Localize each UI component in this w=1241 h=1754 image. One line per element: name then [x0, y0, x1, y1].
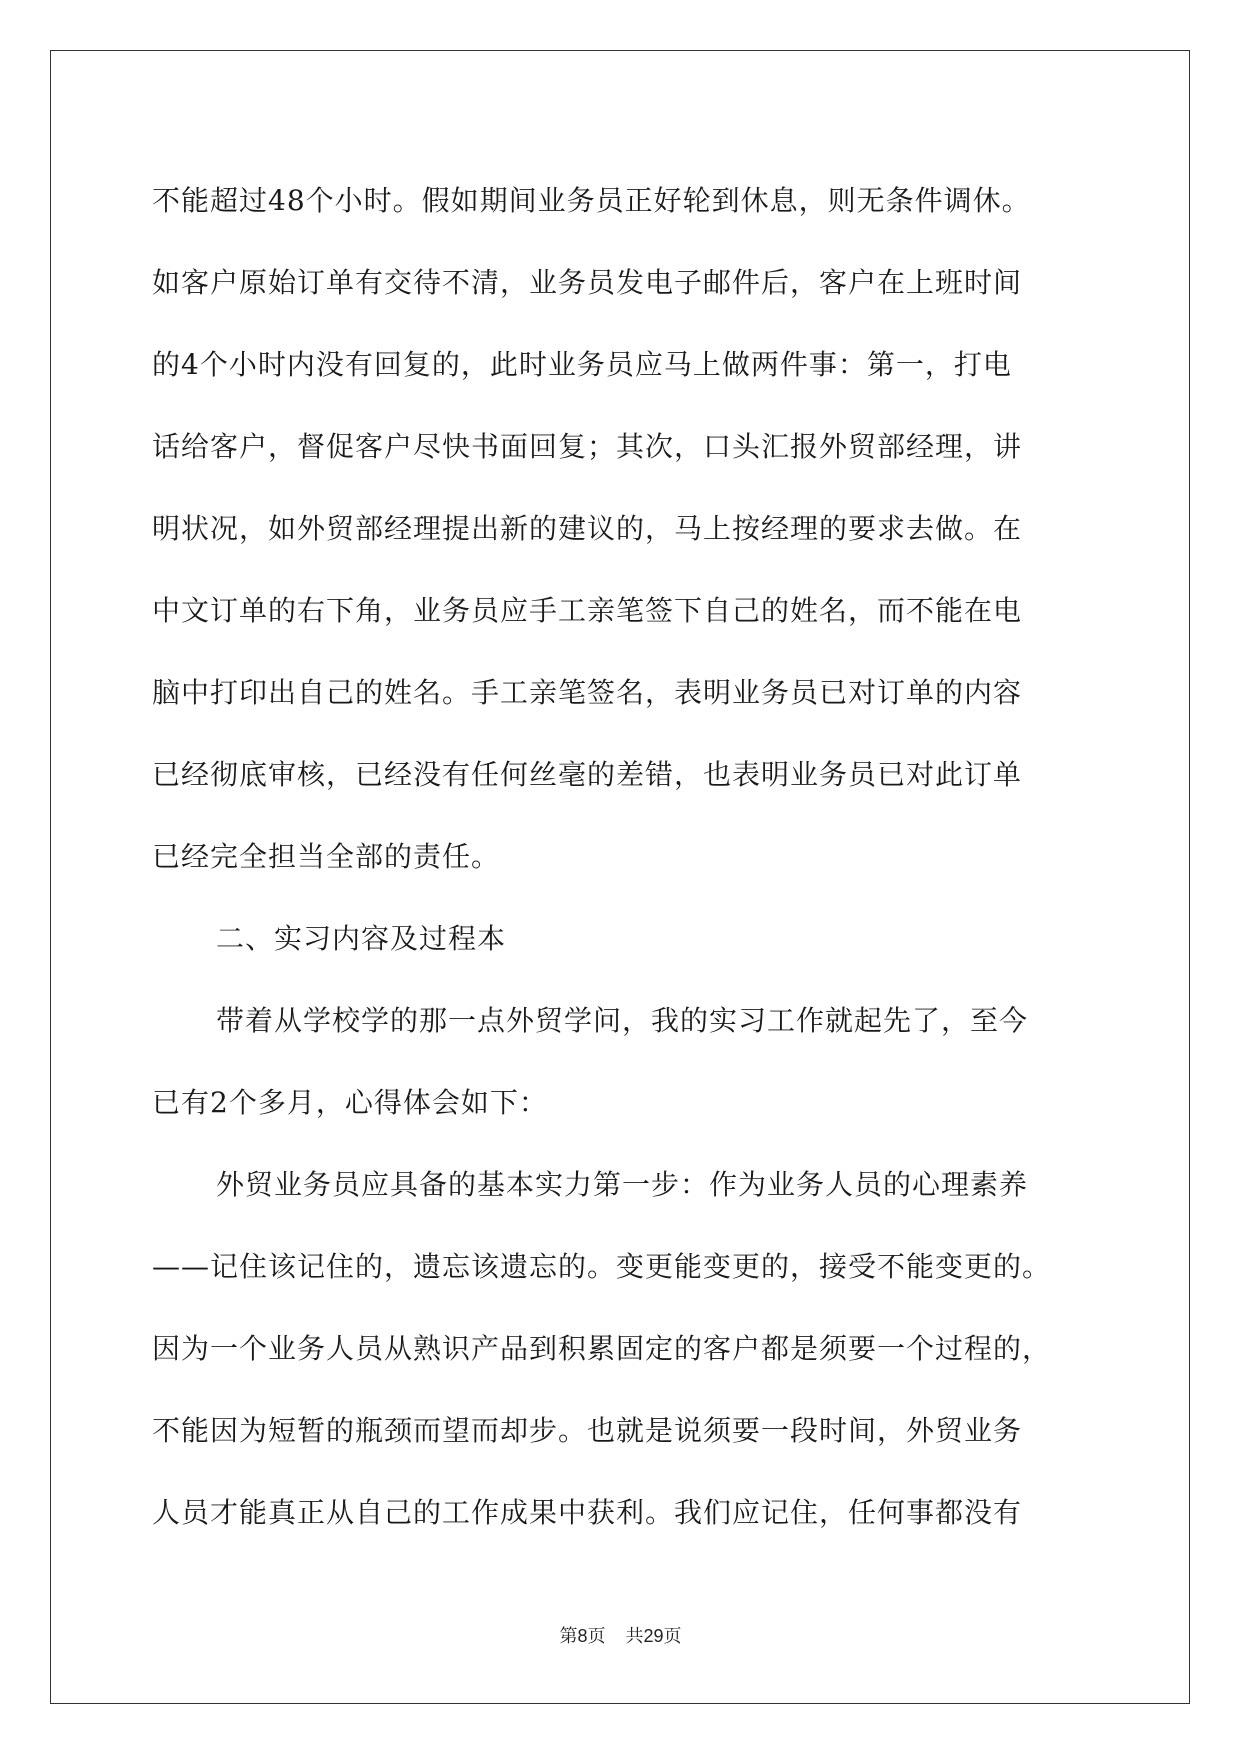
- text-line: ——记住该记住的，遗忘该遗忘的。变更能变更的，接受不能变更的。: [152, 1250, 1052, 1283]
- text-line: 的4个小时内没有回复的，此时业务员应马上做两件事：第一，打电: [152, 348, 1012, 381]
- text-line: 带着从学校学的那一点外贸学问，我的实习工作就起先了，至今: [216, 1004, 1029, 1037]
- text-line: 不能超过48个小时。假如期间业务员正好轮到休息，则无条件调休。: [152, 184, 1031, 217]
- total-prefix: 共: [625, 1626, 644, 1647]
- page-prefix: 第: [559, 1626, 578, 1647]
- page-number: 8: [577, 1626, 588, 1646]
- section-heading: 二、实习内容及过程本: [216, 922, 507, 955]
- text-line: 已经彻底审核，已经没有任何丝毫的差错，也表明业务员已对此订单: [152, 758, 1023, 791]
- page-suffix: 页: [587, 1626, 606, 1647]
- text-line: 中文订单的右下角，业务员应手工亲笔签下自己的姓名，而不能在电: [152, 594, 1023, 627]
- text-line: 如客户原始订单有交待不清，业务员发电子邮件后，客户在上班时间: [152, 266, 1023, 299]
- page-footer: [0, 1622, 1241, 1648]
- text-line: 人员才能真正从自己的工作成果中获利。我们应记住，任何事都没有: [152, 1496, 1023, 1529]
- text-line: 不能因为短暂的瓶颈而望而却步。也就是说须要一段时间，外贸业务: [152, 1414, 1023, 1447]
- total-pages: 29: [643, 1626, 664, 1646]
- text-line: 明状况，如外贸部经理提出新的建议的，马上按经理的要求去做。在: [152, 512, 1023, 545]
- text-line: 脑中打印出自己的姓名。手工亲笔签名，表明业务员已对订单的内容: [152, 676, 1023, 709]
- document-body: [152, 160, 1112, 1554]
- text-line: 已有2个多月，心得体会如下：: [152, 1086, 548, 1119]
- text-line: 因为一个业务人员从熟识产品到积累固定的客户都是须要一个过程的，: [152, 1332, 1052, 1365]
- text-line: 话给客户，督促客户尽快书面回复；其次，口头汇报外贸部经理，讲: [152, 430, 1023, 463]
- text-line: 外贸业务员应具备的基本实力第一步：作为业务人员的心理素养: [216, 1168, 1029, 1201]
- text-line: 已经完全担当全部的责任。: [152, 840, 501, 873]
- total-suffix: 页: [663, 1626, 682, 1647]
